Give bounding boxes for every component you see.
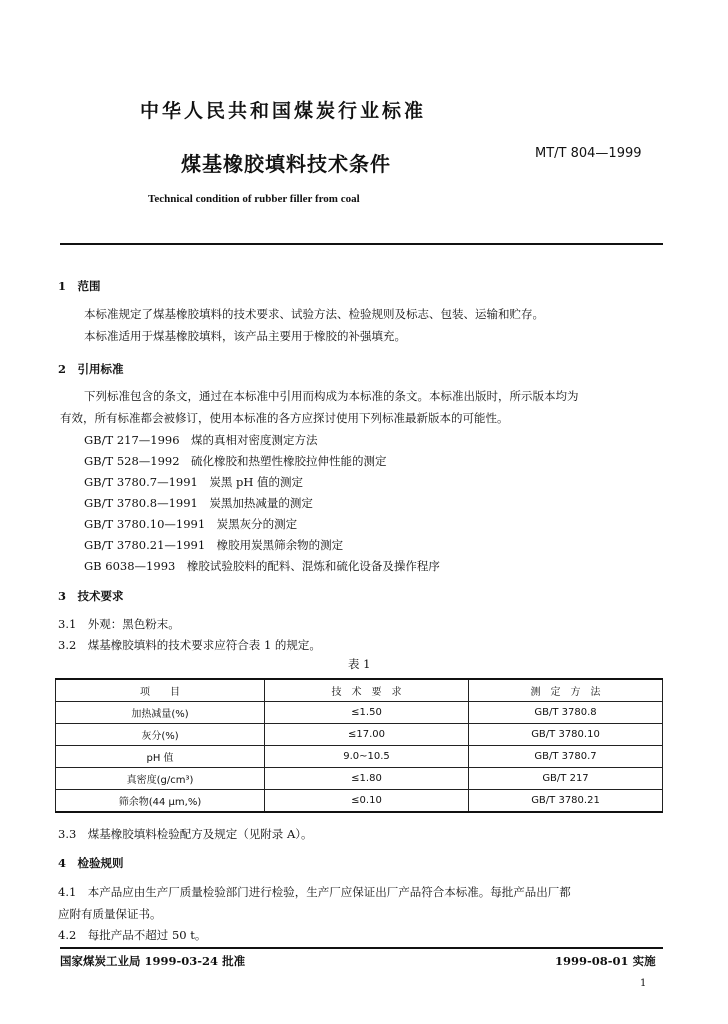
table-cell: ≤1.80	[265, 768, 469, 790]
clause-3-2: 3.2 煤基橡胶填料的技术要求应符合表 1 的规定。	[58, 638, 321, 652]
table-header-cell: 项 目	[56, 679, 265, 702]
table-cell: 灰分(%)	[56, 724, 265, 746]
approval-note: 国家煤炭工业局 1999-03-24 批准	[60, 954, 246, 968]
table-cell: ≤0.10	[265, 790, 469, 813]
table-cell: ≤1.50	[265, 702, 469, 724]
reference-item: GB/T 528—1992 硫化橡胶和热塑性橡胶拉伸性能的测定	[84, 454, 387, 468]
reference-item: GB 6038—1993 橡胶试验胶料的配料、混炼和硫化设备及操作程序	[84, 559, 440, 573]
header-rule	[60, 243, 663, 245]
reference-item: GB/T 217—1996 煤的真相对密度测定方法	[84, 433, 318, 447]
table-cell: GB/T 217	[469, 768, 663, 790]
reference-item: GB/T 3780.8—1991 炭黑加热减量的测定	[84, 496, 313, 510]
table-header-cell: 技 术 要 求	[265, 679, 469, 702]
table-row	[56, 768, 663, 790]
table-cell: 筛余物(44 μm,%)	[56, 790, 265, 813]
clause-4-1: 4.1 本产品应由生产厂质量检验部门进行检验，生产厂应保证出厂产品符合本标准。每批产品出厂都	[58, 885, 571, 899]
table-cell: 9.0~10.5	[265, 746, 469, 768]
clause-4-1-continued: 应附有质量保证书。	[58, 907, 162, 921]
clause-4-2: 4.2 每批产品不超过 50 t。	[58, 928, 207, 942]
section-4-heading: 4 检验规则	[58, 856, 124, 870]
section-1-paragraph: 本标准适用于煤基橡胶填料，该产品主要用于橡胶的补强填充。	[84, 329, 406, 343]
reference-item: GB/T 3780.10—1991 炭黑灰分的测定	[84, 517, 298, 531]
clause-3-3: 3.3 煤基橡胶填料检验配方及规定（见附录 A）。	[58, 827, 313, 841]
document-title: 煤基橡胶填料技术条件	[181, 152, 391, 176]
clause-3-1: 3.1 外观：黑色粉末。	[58, 617, 180, 631]
section-2-paragraph: 有效，所有标准都会被修订，使用本标准的各方应探讨使用下列标准最新版本的可能性。	[60, 411, 509, 425]
standard-category: 中华人民共和国煤炭行业标准	[140, 100, 427, 122]
table-caption: 表 1	[348, 657, 371, 671]
table-cell: GB/T 3780.7	[469, 746, 663, 768]
table-cell: pH 值	[56, 746, 265, 768]
english-title: Technical condition of rubber filler from coal	[148, 193, 360, 205]
technical-requirements-table	[55, 678, 663, 813]
table-header-cell: 测 定 方 法	[469, 679, 663, 702]
table-row	[56, 724, 663, 746]
section-1-heading: 1 范围	[58, 279, 101, 293]
standard-number: MT/T 804—1999	[535, 146, 642, 161]
implementation-date: 1999-08-01 实施	[555, 954, 656, 968]
section-1-paragraph: 本标准规定了煤基橡胶填料的技术要求、试验方法、检验规则及标志、包装、运输和贮存。	[84, 307, 544, 321]
table-row	[56, 746, 663, 768]
table-cell: GB/T 3780.10	[469, 724, 663, 746]
table-cell: GB/T 3780.21	[469, 790, 663, 813]
table-cell: 真密度(g/cm³)	[56, 768, 265, 790]
table-row	[56, 790, 663, 813]
reference-item: GB/T 3780.7—1991 炭黑 pH 值的测定	[84, 475, 304, 489]
table-header-row	[56, 679, 663, 702]
page-number: 1	[640, 978, 647, 989]
reference-item: GB/T 3780.21—1991 橡胶用炭黑筛余物的测定	[84, 538, 344, 552]
section-2-paragraph: 下列标准包含的条文，通过在本标准中引用而构成为本标准的条文。本标准出版时，所示版本均为	[84, 389, 579, 403]
section-2-heading: 2 引用标准	[58, 362, 124, 376]
footer-rule	[60, 947, 663, 949]
table-row	[56, 702, 663, 724]
section-3-heading: 3 技术要求	[58, 589, 124, 603]
table-cell: ≤17.00	[265, 724, 469, 746]
table-cell: 加热减量(%)	[56, 702, 265, 724]
table-cell: GB/T 3780.8	[469, 702, 663, 724]
